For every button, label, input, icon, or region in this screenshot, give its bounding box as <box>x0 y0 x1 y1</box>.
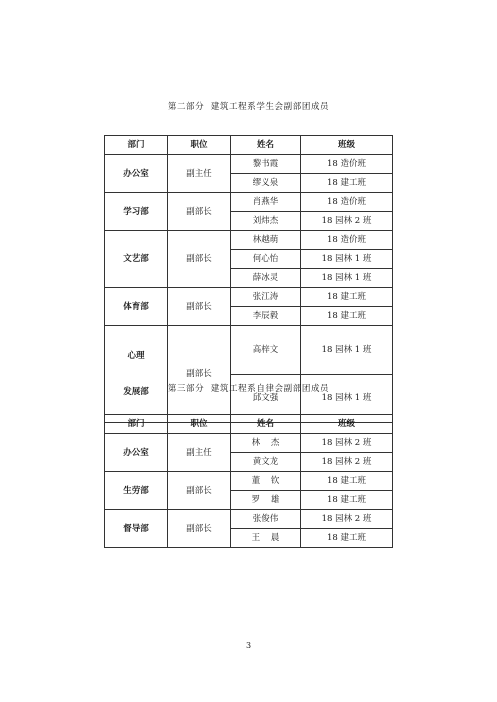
class-cell: 18 造价班 <box>301 231 393 250</box>
name-cell: 何心怡 <box>231 250 301 269</box>
class-cell: 18 园林 1 班 <box>301 269 393 288</box>
position-cell: 副部长 <box>168 231 231 288</box>
table-row <box>105 193 393 212</box>
class-cell: 18 园林 2 班 <box>301 212 393 231</box>
name-cell: 刘炜杰 <box>231 212 301 231</box>
class-cell: 18 建工班 <box>301 491 393 510</box>
dept-line-2: 发展部 <box>123 387 149 397</box>
header-class: 班级 <box>301 415 393 434</box>
position-cell: 副主任 <box>168 155 231 193</box>
class-cell: 18 园林 1 班 <box>301 374 393 423</box>
class-cell: 18 园林 1 班 <box>301 326 393 375</box>
table-row <box>105 326 393 375</box>
class-cell: 18 园林 2 班 <box>301 453 393 472</box>
header-dept: 部门 <box>105 136 168 155</box>
header-class: 班级 <box>301 136 393 155</box>
table-row <box>105 155 393 174</box>
class-cell: 18 造价班 <box>301 193 393 212</box>
position-cell: 副部长 <box>168 193 231 231</box>
table-header-row <box>105 415 393 434</box>
dept-cell: 督导部 <box>105 510 168 548</box>
name-cell: 黄文龙 <box>231 453 301 472</box>
name-cell: 罗 雄 <box>231 491 301 510</box>
name-cell: 张江涛 <box>231 288 301 307</box>
section3-title: 第三部分 建筑工程系自律会副部团成员 <box>167 384 330 394</box>
table-row <box>105 231 393 250</box>
class-cell: 18 建工班 <box>301 174 393 193</box>
table-row <box>105 510 393 529</box>
class-cell: 18 建工班 <box>301 472 393 491</box>
name-cell: 张俊伟 <box>231 510 301 529</box>
dept-cell <box>105 326 168 423</box>
class-cell: 18 建工班 <box>301 288 393 307</box>
header-position: 职位 <box>168 136 231 155</box>
self-discipline-table <box>104 414 393 548</box>
position-cell: 副部长 <box>168 510 231 548</box>
dept-cell: 学习部 <box>105 193 168 231</box>
name-cell: 王 晨 <box>231 529 301 548</box>
name-cell: 肖燕华 <box>231 193 301 212</box>
table-row <box>105 434 393 453</box>
class-cell: 18 园林 2 班 <box>301 510 393 529</box>
student-union-table <box>104 135 393 423</box>
section2-title: 第二部分 建筑工程系学生会副部团成员 <box>167 102 330 112</box>
position-cell: 副主任 <box>168 434 231 472</box>
dept-cell: 生劳部 <box>105 472 168 510</box>
class-cell: 18 造价班 <box>301 155 393 174</box>
page-number: 3 <box>245 641 252 650</box>
position-cell: 副部长 <box>168 326 231 423</box>
header-name: 姓名 <box>231 136 301 155</box>
name-cell: 缪义泉 <box>231 174 301 193</box>
dept-cell: 办公室 <box>105 155 168 193</box>
dept-line-1: 心理 <box>127 351 145 361</box>
name-cell: 高梓文 <box>231 326 301 375</box>
name-cell: 林 杰 <box>231 434 301 453</box>
name-cell: 董 钦 <box>231 472 301 491</box>
table-row <box>105 472 393 491</box>
name-cell: 邱文强 <box>231 374 301 423</box>
class-cell: 18 园林 1 班 <box>301 250 393 269</box>
class-cell: 18 园林 2 班 <box>301 434 393 453</box>
table-header-row <box>105 136 393 155</box>
class-cell: 18 建工班 <box>301 529 393 548</box>
name-cell: 李辰毅 <box>231 307 301 326</box>
name-cell: 林越萌 <box>231 231 301 250</box>
dept-cell: 办公室 <box>105 434 168 472</box>
header-position: 职位 <box>168 415 231 434</box>
class-cell: 18 建工班 <box>301 307 393 326</box>
name-cell: 黎书霞 <box>231 155 301 174</box>
header-dept: 部门 <box>105 415 168 434</box>
dept-cell: 体育部 <box>105 288 168 326</box>
table-row <box>105 288 393 307</box>
header-name: 姓名 <box>231 415 301 434</box>
dept-cell: 文艺部 <box>105 231 168 288</box>
position-cell: 副部长 <box>168 288 231 326</box>
name-cell: 薛冰灵 <box>231 269 301 288</box>
position-cell: 副部长 <box>168 472 231 510</box>
